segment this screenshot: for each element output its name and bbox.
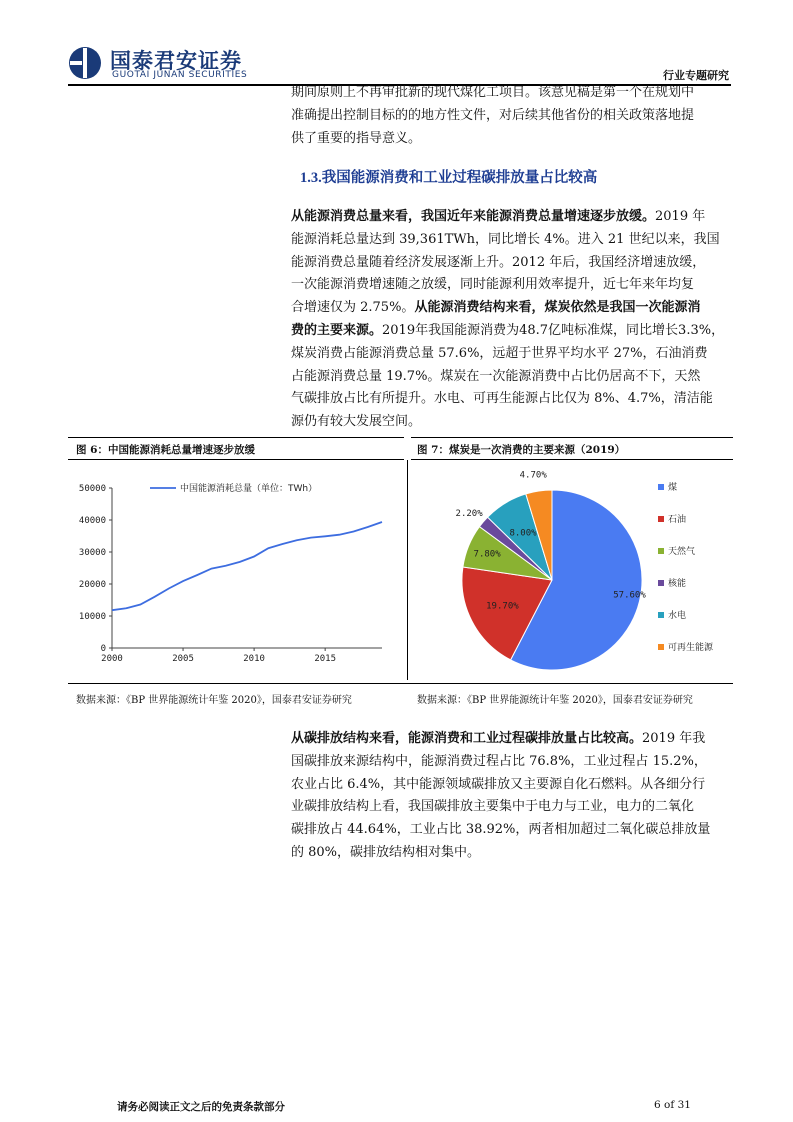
pie-data-label: 19.70% bbox=[486, 601, 519, 612]
figure7-title-rule bbox=[411, 459, 733, 460]
y-tick-label: 10000 bbox=[78, 612, 106, 622]
y-tick-label: 20000 bbox=[78, 580, 106, 590]
brand-name-cn: 国泰君安证券 bbox=[110, 49, 242, 73]
page-number: 6 of 31 bbox=[654, 1099, 691, 1111]
footer-disclaimer: 请务必阅读正文之后的免责条款部分 bbox=[117, 1101, 285, 1113]
text-line: 农业占比 6.4%，其中能源领域碳排放又主要源自化石燃料。从各细分行 bbox=[291, 776, 706, 792]
legend-swatch bbox=[658, 644, 664, 650]
legend-swatch bbox=[658, 548, 664, 554]
company-logo-icon bbox=[68, 46, 102, 80]
legend-label: 可再生能源 bbox=[668, 643, 714, 653]
brand-name-en: GUOTAI JUNAN SECURITIES bbox=[112, 70, 248, 80]
document-type: 行业专题研究 bbox=[663, 69, 729, 82]
energy-mix-pie-chart bbox=[412, 462, 732, 680]
y-tick-label: 50000 bbox=[78, 484, 106, 494]
series-line-energy-consumption bbox=[112, 522, 382, 610]
legend-swatch bbox=[658, 612, 664, 618]
figure7-top-rule bbox=[411, 437, 733, 438]
text-line: 准确提出控制目标的的地方性文件，对后续其他省份的相关政策落地提 bbox=[291, 107, 695, 123]
y-tick-label: 0 bbox=[100, 644, 106, 654]
y-tick-label: 30000 bbox=[78, 548, 106, 558]
pie-data-label: 57.60% bbox=[613, 590, 646, 601]
x-tick-label: 2000 bbox=[101, 654, 123, 664]
x-tick-label: 2005 bbox=[172, 654, 194, 664]
emphasis-text: 从碳排放结构来看，能源消费和工业过程碳排放量占比较高。 bbox=[291, 731, 643, 746]
text-line: 从碳排放结构来看，能源消费和工业过程碳排放量占比较高。2019 年我 bbox=[291, 731, 706, 746]
legend-label: 煤 bbox=[668, 483, 678, 493]
body-paragraph-carbon bbox=[291, 728, 735, 865]
text-line: 业碳排放结构上看，我国碳排放主要集中于电力与工业，电力的二氧化 bbox=[291, 799, 695, 815]
text-line: 碳排放占 44.64%，工业占比 38.92%，两者相加超过二氧化碳总排放量 bbox=[291, 822, 711, 838]
pie-data-label: 8.00% bbox=[509, 528, 537, 539]
intro-paragraph bbox=[291, 82, 735, 150]
text-line: 费的主要来源。2019年我国能源消费为48.7亿吨标准煤，同比增长3.3%， bbox=[291, 322, 725, 338]
legend-swatch bbox=[658, 580, 664, 586]
section-number: 1.3. bbox=[300, 170, 322, 186]
text-line: 源仍有较大发展空间。 bbox=[291, 414, 422, 430]
body-paragraph-energy bbox=[291, 206, 735, 434]
text-line: 占能源消费总量 19.7%。煤炭在一次能源消费中占比仍居高不下，天然 bbox=[291, 368, 701, 384]
text-line: 气碳排放占比有所提升。水电、可再生能源占比仅为 8%、4.7%，清洁能 bbox=[291, 391, 713, 407]
text-line: 能源消耗总量达到 39,361TWh，同比增长 4%。进入 21 世纪以来，我国 bbox=[291, 231, 720, 247]
text-line: 国碳排放来源结构中，能源消费过程占比 76.8%，工业过程占 15.2%， bbox=[291, 753, 707, 769]
legend-label: 石油 bbox=[668, 515, 687, 525]
figure-bottom-rule bbox=[68, 683, 733, 684]
figure7-title: 图 7：煤炭是一次消费的主要来源（2019） bbox=[417, 444, 626, 456]
figure6-source: 数据来源：《BP 世界能源统计年鉴 2020》，国泰君安证券研究 bbox=[76, 695, 352, 706]
text-line: 期间原则上不再审批新的现代煤化工项目。该意见稿是第一个在规划中 bbox=[291, 85, 695, 100]
emphasis-text: 费的主要来源。 bbox=[291, 322, 383, 338]
y-tick-label: 40000 bbox=[78, 516, 106, 526]
figure6-title: 图 6：中国能源消耗总量增速逐步放缓 bbox=[76, 444, 255, 456]
text-line: 从能源消费总量来看，我国近年来能源消费总量增速逐步放缓。2019 年 bbox=[291, 209, 706, 224]
pie-data-label: 2.20% bbox=[455, 508, 483, 519]
pie-data-label: 7.80% bbox=[473, 549, 501, 560]
x-tick-label: 2010 bbox=[243, 654, 265, 664]
figure-divider bbox=[407, 460, 408, 680]
section-title: 我国能源消费和工业过程碳排放量占比较高 bbox=[321, 169, 598, 186]
legend-swatch bbox=[658, 516, 664, 522]
section-heading bbox=[300, 166, 597, 187]
emphasis-text: 从能源消费总量来看，我国近年来能源消费总量增速逐步放缓。 bbox=[291, 209, 656, 224]
figure6-title-rule bbox=[68, 459, 404, 460]
emphasis-text: 从能源消费结构来看，煤炭依然是我国一次能源消 bbox=[414, 300, 701, 316]
text-line: 能源消费总量随着经济发展逐渐上升。2012 年后，我国经济增速放缓， bbox=[291, 254, 706, 270]
energy-consumption-line-chart bbox=[68, 462, 404, 680]
text-line: 供了重要的指导意义。 bbox=[291, 130, 422, 146]
text-line: 的 80%，碳排放结构相对集中。 bbox=[291, 844, 481, 860]
text-line: 一次能源消费增速随之放缓，同时能源利用效率提升，近七年来年均复 bbox=[291, 277, 695, 293]
legend-label: 中国能源消耗总量（单位：TWh） bbox=[180, 484, 318, 494]
legend-label: 核能 bbox=[668, 579, 687, 589]
figure7-source: 数据来源：《BP 世界能源统计年鉴 2020》，国泰君安证券研究 bbox=[417, 695, 693, 706]
text-line: 合增速仅为 2.75%。从能源消费结构来看，煤炭依然是我国一次能源消 bbox=[291, 300, 701, 316]
legend-label: 天然气 bbox=[668, 547, 696, 557]
legend-swatch bbox=[658, 484, 664, 490]
x-tick-label: 2015 bbox=[314, 654, 337, 664]
figure6-top-rule bbox=[68, 437, 404, 438]
legend-label: 水电 bbox=[668, 611, 687, 621]
pie-data-label: 4.70% bbox=[519, 470, 547, 481]
text-line: 煤炭消费占能源消费总量 57.6%，远超于世界平均水平 27%，石油消费 bbox=[291, 345, 708, 361]
